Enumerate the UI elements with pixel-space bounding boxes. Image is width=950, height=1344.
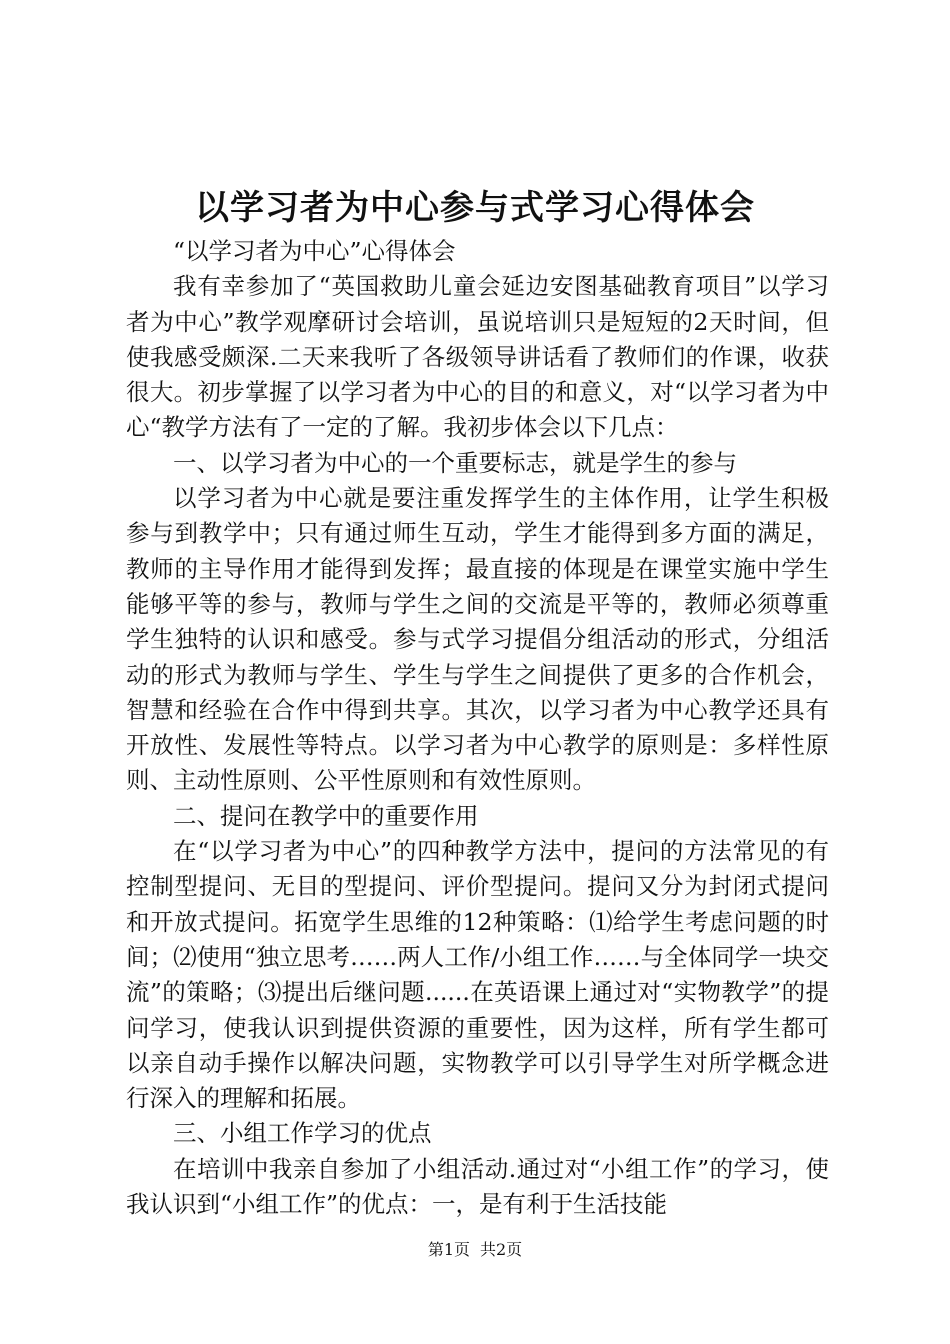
page-footer [0, 1238, 950, 1262]
paragraph-section-1: 以学习者为中心就是要注重发挥学生的主体作用，让学生积极参与到教学中；只有通过师生互动，学生才能得到多方面的满足，教师的主导作用才能得到发挥；最直接的体现是在课堂实施中学生能够平等的参与，教师与学生之间的交流是平等的，教师必须尊重学生独特的认识和感受。参与式学习提倡分组活动的形式，分组活动的形式为教师与学生、学生与学生之间提供了更多的合作机会，智慧和经验在合作中得到共享。其次，以学习者为中心教学还具有开放性、发展性等特点。以学习者为中心教学的原则是：多样性原则、主动性原则、公平性原则和有效性原则。 [126, 484, 829, 795]
paragraph-subtitle: “以学习者为中心”心得体会 [173, 237, 456, 265]
section-heading-3: 三、小组工作学习的优点 [173, 1119, 432, 1148]
paragraph-intro: 我有幸参加了“英国救助儿童会延边安图基础教育项目”以学习者为中心”教学观摩研讨会培训，虽说培训只是短短的2天时间，但使我感受颇深.二天来我听了各级领导讲话看了教师们的作课，收获很大。初步掌握了以学习者为中心的目的和意义，对“以学习者为中心“教学方法有了一定的了解。我初步体会以下几点： [126, 272, 829, 442]
page-total: 共2页 [480, 1240, 523, 1259]
paragraph-section-2: 在“以学习者为中心”的四种教学方法中，提问的方法常见的有控制型提问、无目的型提问、评价型提问。提问又分为封闭式提问和开放式提问。拓宽学生思维的12种策略：⑴给学生考虑问题的时间；⑵使用“独立思考……两人工作/小组工作……与全体同学一块交流”的策略；⑶提出后继问题......在英语课上通过对“实物教学”的提问学习，使我认识到提供资源的重要性，因为这样，所有学生都可以亲自动手操作以解决问题，实物教学可以引导学生对所学概念进行深入的理解和拓展。 [126, 837, 829, 1113]
document-body [126, 234, 829, 1222]
document-title: 以学习者为中心参与式学习心得体会 [195, 188, 755, 228]
section-heading-1: 一、以学习者为中心的一个重要标志，就是学生的参与 [173, 448, 737, 477]
section-heading-2: 二、提问在教学中的重要作用 [173, 801, 479, 830]
page-number: 第1页 [427, 1240, 470, 1259]
paragraph-section-3: 在培训中我亲自参加了小组活动.通过对“小组工作”的学习，使我认识到“小组工作”的优点：一，是有利于生活技能 [126, 1154, 829, 1219]
